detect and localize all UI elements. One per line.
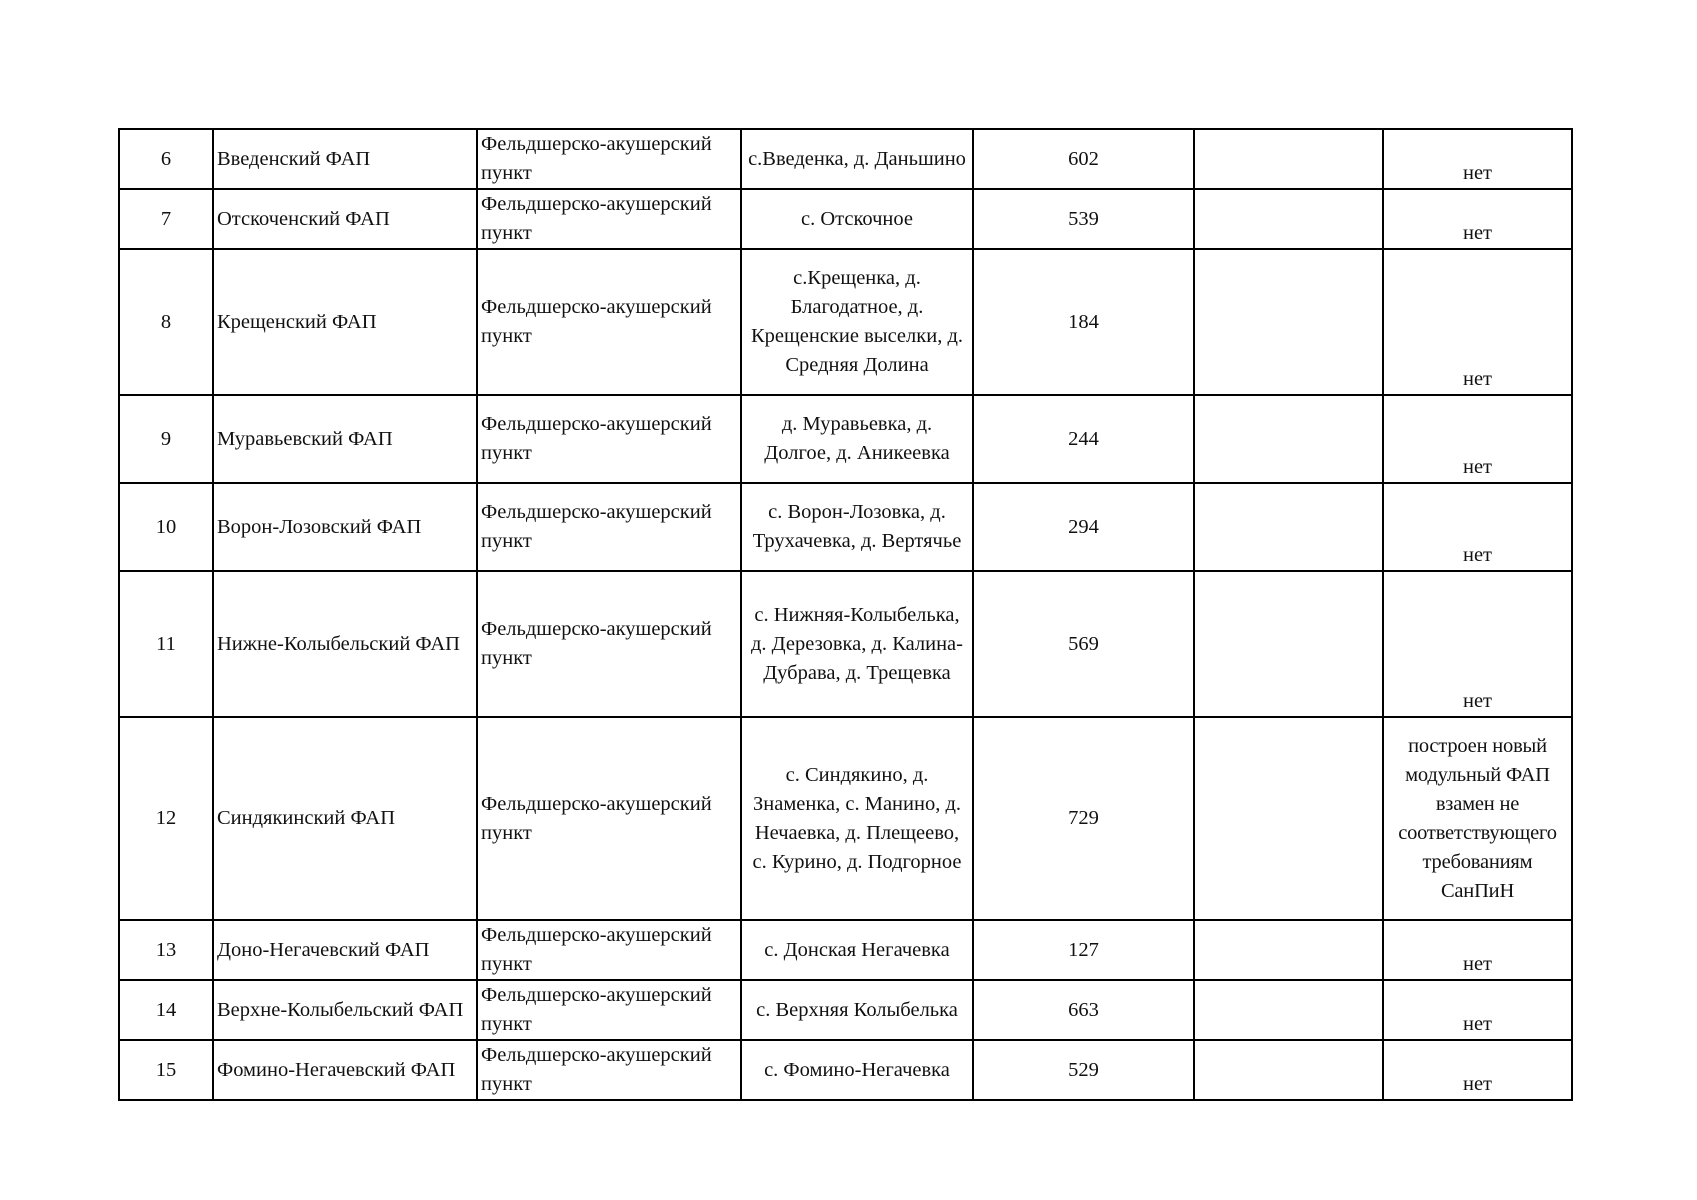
facility-type: Фельдшерско-акушерский пункт	[477, 920, 741, 980]
settlements: д. Муравьевка, д. Долгое, д. Аникеевка	[741, 395, 973, 483]
facility-type: Фельдшерско-акушерский пункт	[477, 129, 741, 189]
settlements: с. Отскочное	[741, 189, 973, 249]
row-number: 6	[119, 129, 213, 189]
note: нет	[1383, 571, 1572, 717]
note: нет	[1383, 483, 1572, 571]
facility-type: Фельдшерско-акушерский пункт	[477, 395, 741, 483]
empty-cell	[1194, 483, 1383, 571]
table-row	[119, 1040, 1572, 1100]
table-row	[119, 571, 1572, 717]
population: 569	[973, 571, 1194, 717]
row-number: 9	[119, 395, 213, 483]
table-row	[119, 980, 1572, 1040]
note: нет	[1383, 129, 1572, 189]
population: 184	[973, 249, 1194, 395]
empty-cell	[1194, 395, 1383, 483]
population: 529	[973, 1040, 1194, 1100]
row-number: 15	[119, 1040, 213, 1100]
row-number: 12	[119, 717, 213, 920]
row-number: 8	[119, 249, 213, 395]
empty-cell	[1194, 249, 1383, 395]
table-row	[119, 249, 1572, 395]
empty-cell	[1194, 129, 1383, 189]
facility-type: Фельдшерско-акушерский пункт	[477, 249, 741, 395]
empty-cell	[1194, 571, 1383, 717]
facility-name: Верхне-Колыбельский ФАП	[213, 980, 477, 1040]
settlements: с.Крещенка, д. Благодатное, д. Крещенские выселки, д. Средняя Долина	[741, 249, 973, 395]
settlements: с.Введенка, д. Даньшино	[741, 129, 973, 189]
row-number: 13	[119, 920, 213, 980]
table-row	[119, 717, 1572, 920]
note: построен новый модульный ФАП взамен не соответствующего требованиям СанПиН	[1383, 717, 1572, 920]
facility-type: Фельдшерско-акушерский пункт	[477, 980, 741, 1040]
facility-type: Фельдшерско-акушерский пункт	[477, 189, 741, 249]
table-row	[119, 920, 1572, 980]
population: 127	[973, 920, 1194, 980]
settlements: с. Синдякино, д. Знаменка, с. Манино, д. Нечаевка, д. Плещеево, с. Курино, д. Подгорное	[741, 717, 973, 920]
settlements: с. Донская Негачевка	[741, 920, 973, 980]
note: нет	[1383, 1040, 1572, 1100]
settlements: с. Ворон-Лозовка, д. Трухачевка, д. Вертячье	[741, 483, 973, 571]
note: нет	[1383, 920, 1572, 980]
population: 602	[973, 129, 1194, 189]
table-row	[119, 189, 1572, 249]
empty-cell	[1194, 980, 1383, 1040]
table-row	[119, 129, 1572, 189]
facility-name: Синдякинский ФАП	[213, 717, 477, 920]
facility-type: Фельдшерско-акушерский пункт	[477, 571, 741, 717]
population: 729	[973, 717, 1194, 920]
note: нет	[1383, 980, 1572, 1040]
facilities-table	[118, 128, 1573, 1101]
row-number: 14	[119, 980, 213, 1040]
table-row	[119, 395, 1572, 483]
population: 294	[973, 483, 1194, 571]
facility-name: Ворон-Лозовский ФАП	[213, 483, 477, 571]
settlements: с. Фомино-Негачевка	[741, 1040, 973, 1100]
facility-type: Фельдшерско-акушерский пункт	[477, 1040, 741, 1100]
population: 539	[973, 189, 1194, 249]
population: 244	[973, 395, 1194, 483]
facility-name: Введенский ФАП	[213, 129, 477, 189]
facility-name: Муравьевский ФАП	[213, 395, 477, 483]
empty-cell	[1194, 189, 1383, 249]
note: нет	[1383, 249, 1572, 395]
empty-cell	[1194, 1040, 1383, 1100]
facility-type: Фельдшерско-акушерский пункт	[477, 483, 741, 571]
facility-name: Отскоченский ФАП	[213, 189, 477, 249]
note: нет	[1383, 395, 1572, 483]
empty-cell	[1194, 920, 1383, 980]
row-number: 7	[119, 189, 213, 249]
facility-name: Нижне-Колыбельский ФАП	[213, 571, 477, 717]
note: нет	[1383, 189, 1572, 249]
facility-name: Фомино-Негачевский ФАП	[213, 1040, 477, 1100]
facility-type: Фельдшерско-акушерский пункт	[477, 717, 741, 920]
table-row	[119, 483, 1572, 571]
settlements: с. Верхняя Колыбелька	[741, 980, 973, 1040]
row-number: 11	[119, 571, 213, 717]
facility-name: Крещенский ФАП	[213, 249, 477, 395]
settlements: с. Нижняя-Колыбелька, д. Дерезовка, д. Калина-Дубрава, д. Трещевка	[741, 571, 973, 717]
population: 663	[973, 980, 1194, 1040]
facility-name: Доно-Негачевский ФАП	[213, 920, 477, 980]
row-number: 10	[119, 483, 213, 571]
empty-cell	[1194, 717, 1383, 920]
